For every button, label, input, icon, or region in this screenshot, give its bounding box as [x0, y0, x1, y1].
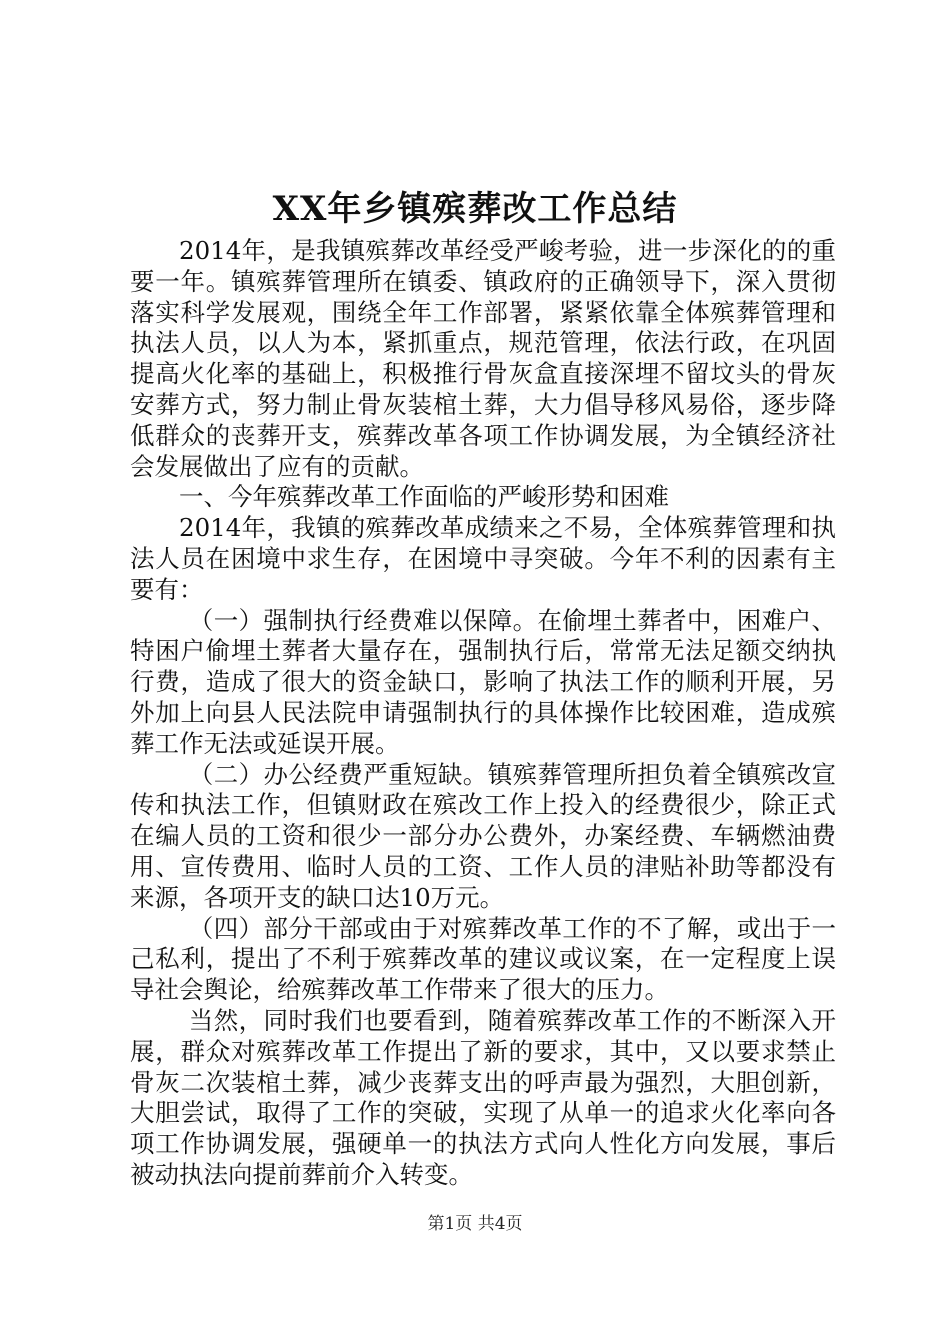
paragraph-item-1: （一）强制执行经费难以保障。在偷埋土葬者中，困难户、特困户偷埋土葬者大量存在，强制执行后，常常无法足额交纳执行费，造成了很大的资金缺口，影响了执法工作的顺利开展，另外加上向县人民法院申请强制执行的具体操作比较困难，造成殡葬工作无法或延误开展。	[130, 605, 836, 758]
document-body	[130, 236, 836, 1191]
page-number: 第1页 共4页	[427, 1214, 523, 1234]
document-title: XX年乡镇殡葬改工作总结	[272, 189, 678, 229]
paragraph-item-4: （四）部分干部或由于对殡葬改革工作的不了解，或出于一己私利，提出了不利于殡葬改革的建议或议案，在一定程度上误导社会舆论，给殡葬改革工作带来了很大的压力。	[130, 913, 836, 1005]
paragraph-item-2: （二）办公经费严重短缺。镇殡葬管理所担负着全镇殡改宣传和执法工作，但镇财政在殡改工作上投入的经费很少，除正式在编人员的工资和很少一部分办公费外，办案经费、车辆燃油费用、宣传费用、临时人员的工资、工作人员的津贴补助等都没有来源，各项开支的缺口达10万元。	[130, 759, 836, 912]
paragraph-situation: 2014年，我镇的殡葬改革成绩来之不易，全体殡葬管理和执法人员在困境中求生存，在困境中寻突破。今年不利的因素有主要有：	[130, 513, 836, 604]
paragraph-intro: 2014年，是我镇殡葬改革经受严峻考验，进一步深化的的重要一年。镇殡葬管理所在镇委、镇政府的正确领导下，深入贯彻落实科学发展观，围绕全年工作部署，紧紧依靠全体殡葬管理和执法人员，以人为本，紧抓重点，规范管理，依法行政，在巩固提高火化率的基础上，积极推行骨灰盒直接深埋不留坟头的骨灰安葬方式，努力制止骨灰装棺土葬，大力倡导移风易俗，逐步降低群众的丧葬开支，殡葬改革各项工作协调发展，为全镇经济社会发展做出了应有的贡献。	[130, 236, 836, 481]
paragraph-conclusion: 当然，同时我们也要看到，随着殡葬改革工作的不断深入开展，群众对殡葬改革工作提出了新的要求，其中，又以要求禁止骨灰二次装棺土葬，减少丧葬支出的呼声最为强烈，大胆创新，大胆尝试，取得了工作的突破，实现了从单一的追求火化率向各项工作协调发展，强硬单一的执法方式向人性化方向发展，事后被动执法向提前葬前介入转变。	[130, 1005, 836, 1189]
section-heading-1: 一、今年殡葬改革工作面临的严峻形势和困难	[179, 482, 669, 512]
